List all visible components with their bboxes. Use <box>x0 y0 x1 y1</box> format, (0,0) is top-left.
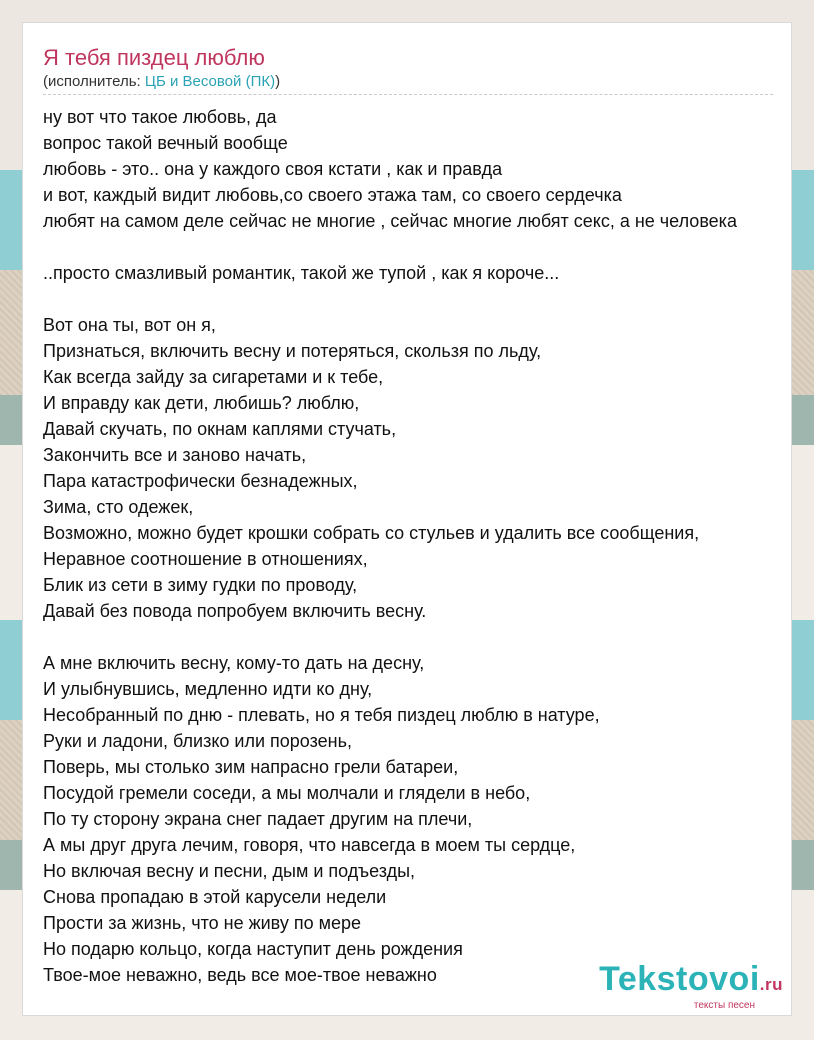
lyric-line: Зима, сто одежек, <box>43 497 194 517</box>
lyrics-card <box>22 22 792 1016</box>
lyric-line: Несобранный по дню - плевать, но я тебя пиздец люблю в натуре, <box>43 705 600 725</box>
lyric-line: А мне включить весну, кому-то дать на десну, <box>43 653 425 673</box>
lyric-line: Неравное соотношение в отношениях, <box>43 549 368 569</box>
lyric-line <box>43 234 737 260</box>
lyric-line: Прости за жизнь, что не живу по мере <box>43 913 362 933</box>
lyric-line <box>43 624 737 650</box>
logo-name: Tekstovoi <box>599 960 760 998</box>
lyric-line: любят на самом деле сейчас не многие , сейчас многие любят секс, а не человека <box>43 211 737 231</box>
logo-wordmark <box>599 962 783 1002</box>
performer-prefix: (исполнитель: <box>43 73 145 90</box>
lyric-line: и вот, каждый видит любовь,со своего этажа там, со своего сердечка <box>43 185 622 205</box>
lyric-line: Вот она ты, вот он я, <box>43 315 216 335</box>
logo-tld: .ru <box>759 975 783 994</box>
performer-link[interactable]: ЦБ и Весовой (ПК) <box>144 73 276 90</box>
lyric-line: Возможно, можно будет крошки собрать со стульев и удалить все сообщения, <box>43 523 700 543</box>
lyric-line: ну вот что такое любовь, да <box>43 107 277 127</box>
song-title: Я тебя пиздец люблю <box>43 45 265 70</box>
lyric-line: Признаться, включить весну и потеряться, скользя по льду, <box>43 341 542 361</box>
lyric-line: А мы друг друга лечим, говоря, что навсегда в моем ты сердце, <box>43 835 576 855</box>
lyric-line: Руки и ладони, близко или порозень, <box>43 731 352 751</box>
lyric-line: И вправду как дети, любишь? люблю, <box>43 393 360 413</box>
lyric-line: Блик из сети в зиму гудки по проводу, <box>43 575 358 595</box>
lyric-line: Твое-мое неважно, ведь все мое-твое неважно <box>43 965 437 985</box>
lyric-line: ..просто смазливый романтик, такой же тупой , как я короче... <box>43 263 560 283</box>
lyric-line: Но включая весну и песни, дым и подъезды, <box>43 861 416 881</box>
lyric-line: По ту сторону экрана снег падает другим на плечи, <box>43 809 473 829</box>
lyric-line: Посудой гремели соседи, а мы молчали и глядели в небо, <box>43 783 531 803</box>
lyric-line: И улыбнувшись, медленно идти ко дну, <box>43 679 373 699</box>
site-logo[interactable] <box>599 962 783 1011</box>
performer-suffix: ) <box>275 73 281 90</box>
performer-line <box>43 73 280 90</box>
lyric-line: Давай без повода попробуем включить весну. <box>43 601 427 621</box>
lyric-line: Поверь, мы столько зим напрасно грели батареи, <box>43 757 459 777</box>
lyric-line: Давай скучать, по окнам каплями стучать, <box>43 419 397 439</box>
title-divider <box>43 94 773 95</box>
lyric-line: Как всегда зайду за сигаретами и к тебе, <box>43 367 384 387</box>
lyric-line: любовь - это.. она у каждого своя кстати , как и правда <box>43 159 503 179</box>
lyric-line: Закончить все и заново начать, <box>43 445 307 465</box>
lyrics-text <box>43 104 737 988</box>
lyric-line: Но подарю кольцо, когда наступит день рождения <box>43 939 463 959</box>
lyric-line: Пара катастрофически безнадежных, <box>43 471 358 491</box>
lyric-line: Снова пропадаю в этой карусели недели <box>43 887 387 907</box>
lyric-line <box>43 286 737 312</box>
logo-tagline: тексты песен <box>693 1000 755 1011</box>
lyric-line: вопрос такой вечный вообще <box>43 133 288 153</box>
